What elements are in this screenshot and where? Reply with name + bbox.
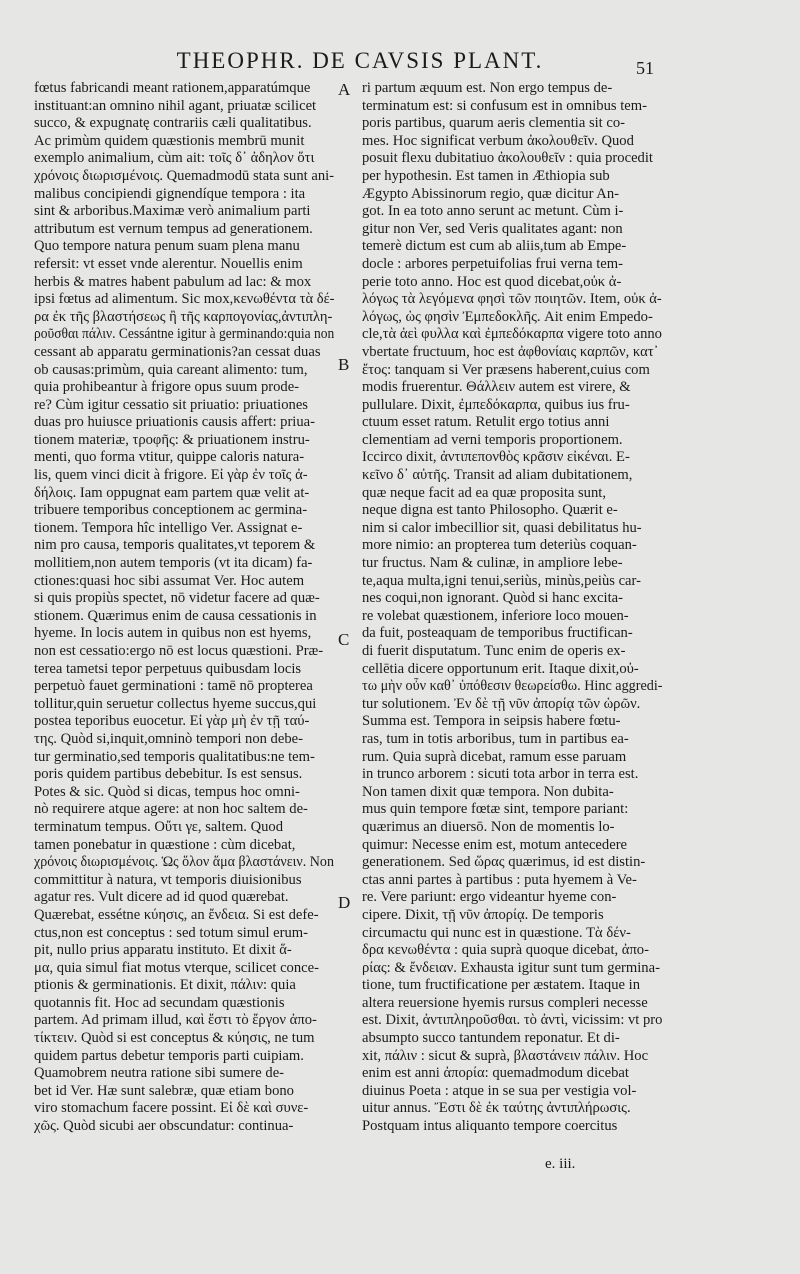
left-column-line: tionem materiæ, τροφῆς: & priuationem instru-: [34, 431, 310, 448]
left-column-line: menti, quo forma vtitur, quippe caloris natura-: [34, 449, 305, 466]
left-column-line: poris quidem partibus debebitur. Is est sensus.: [34, 766, 303, 783]
right-column-line: te,aqua multa,igni tenui,seriùs, minùs,peiùs car-: [362, 572, 641, 589]
left-column-line: nim pro causa, temporis qualitates,vt teporem &: [34, 537, 316, 554]
left-column-line: μα, quia simul fiat motus vterque, scilicet conce-: [34, 959, 319, 976]
left-column-line: attributum est vernum tempus ad generationem.: [34, 220, 313, 237]
left-column-line: tamen ponebatur in quæstione : cùm dicebat,: [34, 836, 296, 853]
right-column-line: rum. Quia suprà dicebat, ramum esse paruam: [362, 748, 627, 765]
left-column-line: tur germinatio,sed temporis qualitatibus:ne tem-: [34, 748, 315, 765]
left-column-line: lis, quem vinci dicit à frigore. Εἰ γὰρ ἐν τοῖς ἀ-: [34, 467, 308, 484]
left-column-line: χρόνοις διωρισμένοις. Ὡς ὅλον ἅμα βλαστάνειν. Non: [34, 854, 334, 871]
left-column-line: ctus,non est conceptus : sed totum simul erum-: [34, 924, 308, 941]
left-column-line: pit, nullo prius apparatu instituto. Et dixit ἅ-: [34, 942, 292, 959]
margin-letter-c: C: [338, 630, 350, 649]
right-column-line: κεῖνο δ᾽ αὐτῆς. Transit ad aliam dubitationem,: [362, 467, 633, 484]
right-column-line: pullulare. Dixit, ἐμπεδόκαρπα, quibus ius fru-: [362, 396, 630, 413]
left-column-line: τίκτειν. Quòd si est conceptus & κύησις, ne tum: [34, 1030, 315, 1047]
right-column-line: cle,τὰ ἀεὶ φυλλα καὶ ἐμπεδόκαρπα vigere toto anno: [362, 326, 662, 343]
right-column-line: tur fructus. Nam & culinæ, in ampliore lebe-: [362, 555, 623, 572]
right-column-line: cellētia dicere opportunum erit. Itaque dixit,οὐ-: [362, 660, 639, 677]
margin-letter-a: A: [338, 80, 351, 99]
right-column-line: da fuit, posteaquam de temporibus fructifican-: [362, 625, 633, 642]
left-column-line: exemplo animalium, cùm ait: τοῖς δ᾽ ἀδηλον ὅτι: [34, 150, 315, 167]
left-column-line: terminatum tempus. Οὔτι γε, saltem. Quod: [34, 818, 284, 835]
right-column-line: Postquam intus aliquanto tempore coercitus: [362, 1118, 618, 1135]
signature-mark: e. iii.: [545, 1156, 576, 1172]
left-column-line: fœtus fabricandi meant rationem,apparatúmque: [34, 80, 311, 96]
left-column-line: partem. Ad primam illud, καὶ ἔστι τὸ ἔργον ἀπο-: [34, 1012, 317, 1029]
right-column-line: Iccirco dixit, ἀντιπεπονθὸς κρᾶσιν εἰκέναι. Ε-: [362, 449, 630, 466]
left-column-line: tionem. Tempora hîc intelligo Ver. Assignat e-: [34, 519, 303, 536]
right-column-line: cipere. Dixit, τῇ νῦν ἀπορίᾳ. De temporis: [362, 906, 604, 923]
right-column-line: re. Vere pariunt: ergo videantur hyeme con-: [362, 889, 617, 906]
left-column-line: quidem partus debetur temporis parti cuipiam.: [34, 1047, 304, 1064]
right-column-line: temerè dictum est cum ab aliis,tum ab Empe-: [362, 238, 627, 255]
left-column-line: tribuere temporibus conceptionem ac germina-: [34, 502, 308, 519]
left-column-line: δήλοις. Iam oppugnat eam partem quæ velit at-: [34, 484, 310, 501]
right-column-line: in trunco arborem : sicuti tota arbor in terra est.: [362, 766, 639, 783]
left-column-line: tollitur,quin seruetur collectus hyeme succus,qui: [34, 695, 317, 712]
left-column-line: refersit: vt esset vnde alerentur. Nouellis enim: [34, 255, 303, 272]
left-column-line: quia prohibeantur à frigore opus suum prode-: [34, 379, 300, 396]
left-column-line: si quis propiùs spectet, nō videtur facere ad quæ-: [34, 590, 320, 607]
left-column-line: succo, & expugnatę contrariis cæli qualitatibus.: [34, 115, 312, 132]
left-column-line: ροῦσθαι πάλιν. Cessántne igitur à germinando:quia non: [34, 326, 335, 343]
right-column-line: absumpto succo tantundem reponatur. Et di-: [362, 1030, 620, 1047]
right-column-line: terminatum est: si confusum est in omnibus tem-: [362, 97, 647, 114]
right-column-line: Summa est. Tempora in seipsis habere fœtu-: [362, 713, 621, 730]
left-column-line: της. Quòd si,inquit,omninò tempori non debe-: [34, 730, 303, 747]
right-column-line: λόγως τὰ λεγόμενα φησὶ τῶν ποιητῶν. Item, οὐκ ἀ-: [362, 291, 662, 308]
right-column-line: mes. Hoc significat verbum ἀκολουθεῖν. Quod: [362, 132, 634, 149]
right-column-line: re volebat quæstionem, inferiore loco mouen-: [362, 607, 629, 624]
right-column-line: perie toto anno. Hoc est quod dicebat,οὐκ ἀ-: [362, 273, 622, 290]
left-column-line: agatur res. Vult dicere ad id quod quærebat.: [34, 889, 289, 906]
right-column-line: λόγως, ὡς φησὶν Ἐμπεδοκλῆς. Ait enim Empedo-: [362, 308, 653, 325]
left-column-line: ρα ἐκ τῆς βλαστήσεως ἢ τῆς καρπογονίας,ἀντιπλη-: [34, 308, 333, 325]
left-column-line: Quamobrem neutra ratione sibi sumere de-: [34, 1065, 285, 1082]
left-column-line: χῶς. Quòd sicubi aer obscundatur: continua-: [34, 1118, 294, 1135]
right-column-line: uitur annus. Ἔστι δὲ ἐκ ταύτης ἀντιπλήρωσις.: [362, 1100, 631, 1117]
right-column-line: di fuerit disputatum. Tunc enim de operis ex-: [362, 643, 626, 659]
right-column-line: tione, tum fructificatione per æstatem. Itaque in: [362, 977, 641, 994]
left-column-line: malibus concipiendi gignendíque tempora : ita: [34, 185, 306, 202]
left-column-line: duas pro huiusce priuationis causis affert: priua-: [34, 414, 315, 431]
left-column-line: bet id Ver. Hæ sunt salebræ, quæ etiam bono: [34, 1082, 294, 1099]
left-column-line: instituant:an omnino nihil agant, priuatæ scilicet: [34, 97, 317, 114]
right-column-line: neque digna est tanto Philosopho. Quærit e-: [362, 502, 618, 519]
right-column-line: enim est anni ἀπορία: quemadmodum dicebat: [362, 1065, 629, 1082]
right-column-line: xit, πάλιν : sicut & suprà, βλαστάνειν πάλιν. Hoc: [362, 1047, 649, 1064]
left-column-line: nò requirere atque agere: at non hoc saltem de-: [34, 801, 308, 818]
left-column-line: Potes & sic. Quòd si dicas, tempus hoc omni-: [34, 783, 300, 800]
left-column-line: committitur à natura, vt temporis diuisionibus: [34, 871, 302, 888]
right-column-line: circumactu qui nunc est in quæstione. Τὰ δέν-: [362, 924, 631, 941]
right-column-line: docle : arbores perpetuifolias frui verna tem-: [362, 255, 623, 272]
left-column-line: viro stomachum facere possint. Εἰ δὲ καὶ συνε-: [34, 1100, 309, 1117]
left-column-line: herbis & matres habent pabulum ad lac: & mox: [34, 273, 312, 290]
right-column-line: ctuum esset ratum. Retulit ergo totius anni: [362, 414, 610, 431]
right-column-line: clementiam ad verni temporis proportionem.: [362, 431, 623, 448]
left-column-line: χρόνοις διωρισμένοις. Quemadmodū stata sunt ani-: [34, 167, 334, 184]
right-column-line: nim si calor imbecillior sit, quasi debilitatus hu-: [362, 519, 642, 536]
right-column-line: diuinus Poeta : atque in se sua per vestigia vol-: [362, 1082, 637, 1099]
left-column-line: Quærebat, essétne κύησις, an ἔνδεια. Si est defe-: [34, 906, 319, 923]
margin-letter-b: B: [338, 355, 350, 374]
right-column-line: mus quin tempore fœtæ sint, tempore pariant:: [362, 801, 629, 818]
running-head: THEOPHR. DE CAVSIS PLANT.: [176, 48, 544, 73]
right-column-line: ras, tum in totis arboribus, tum in partibus ea-: [362, 730, 629, 747]
right-column-line: Ægypto Abissinorum regio, quæ dicitur An-: [362, 185, 620, 202]
right-column-line: ri partum æquum est. Non ergo tempus de-: [362, 80, 613, 96]
left-column-line: quotannis fit. Hoc ad secundam quæstionis: [34, 994, 285, 1011]
left-column-line: cessant ab apparatu germinationis?an cessat duas: [34, 343, 321, 360]
right-column-line: vbertate fructuum, hoc est ἀφθονίαις καρπῶν, κατ᾽: [362, 343, 659, 360]
left-column-line: mollitiem,non autem temporis (vt ita dicam) fa-: [34, 555, 313, 572]
left-column-line: terea tametsi tepor perpetuus quibusdam locis: [34, 660, 302, 677]
left-column-line: perpetuò fauet germinationi : tamē nō propterea: [34, 678, 313, 695]
right-column-line: altera reuersione hyemis rursus compleri necesse: [362, 994, 648, 1011]
right-column-line: more nimio: an propterea tum deteriùs coquan-: [362, 537, 637, 554]
right-column-line: poris partibus, quarum aeris clementia sit co-: [362, 115, 626, 132]
left-text-column: [34, 80, 334, 1136]
right-column-line: ἔτος: tanquam si Ver præsens haberent,cuius com: [362, 361, 650, 378]
right-column-line: per hypothesin. Est tamen in Æthiopia sub: [362, 167, 610, 184]
right-column-line: nes coqui,non ignorant. Quòd si hanc excita-: [362, 590, 623, 607]
right-column-line: δρα κενωθέντα : quia suprà quoque dicebat, ἀπο-: [362, 942, 649, 959]
left-column-line: ptionis & germinationis. Et dixit, πάλιν: quia: [34, 977, 296, 994]
left-column-line: Quo tempore natura penum suam plena manu: [34, 238, 300, 255]
right-column-line: modis fruerentur. Θάλλειν autem est virere, &: [362, 379, 631, 396]
page-number: 51: [636, 58, 654, 78]
left-column-line: sint & arboribus.Maximæ verò animalium parti: [34, 203, 311, 220]
right-column-line: est. Dixit, ἀντιπληροῦσθαι. τὸ ἀντὶ, vicissim: vt pro: [362, 1012, 663, 1029]
right-column-line: generationem. Sed ὥρας quærimus, id est distin-: [362, 854, 646, 871]
left-column-line: Ac primùm quidem quæstionis membrū munit: [34, 132, 305, 149]
left-column-line: ob causas:primùm, quia careant alimento: tum,: [34, 361, 308, 378]
right-column-line: τω μὴν οὖν καθ᾽ ὑπόθεσιν θεωρείσθω. Hinc aggredi-: [362, 678, 663, 695]
right-column-line: tur solutionem. Ἐν δὲ τῇ νῦν ἀπορίᾳ τῶν ὡρῶν.: [362, 695, 641, 712]
right-text-column: [362, 80, 662, 1136]
margin-letter-d: D: [338, 893, 351, 912]
left-column-line: re? Cùm igitur cessatio sit priuatio: priuationes: [34, 396, 308, 413]
right-column-line: got. In ea toto anno serunt ac metunt. Cùm i-: [362, 203, 624, 220]
right-column-line: quimur: Necesse enim est, motum antecedere: [362, 836, 628, 853]
left-column-line: ipsi fœtus ad alimentum. Sic mox,κενωθέντα τὰ δέ-: [34, 291, 335, 308]
left-column-line: stionem. Quærimus enim de causa cessationis in: [34, 607, 317, 624]
right-column-line: posuit flexu dubitatiuo ἀκολουθεῖν : quia procedit: [362, 150, 653, 167]
left-column-line: hyeme. In locis autem in quibus non est hyems,: [34, 625, 312, 642]
right-column-line: quæ neque facit ad ea quæ proposita sunt,: [362, 484, 606, 501]
right-column-line: gitur non Ver, sed Veris qualitates agant: non: [362, 220, 623, 237]
right-column-line: Non tamen dixit quæ tempora. Non dubita-: [362, 783, 614, 800]
left-column-line: non est cessatio:ergo nō est locus quæstioni. Præ-: [34, 643, 324, 659]
right-column-line: ρίας: & ἔνδειαν. Exhausta igitur sunt tum germina-: [362, 959, 660, 976]
right-column-line: quærimus an diuersō. Non de momentis lo-: [362, 818, 615, 835]
left-column-line: postea teporibus euocetur. Εἰ γὰρ μὴ ἐν τῇ ταύ-: [34, 713, 310, 730]
left-column-line: ctiones:quasi hoc sibi assumat Ver. Hoc autem: [34, 572, 305, 589]
right-column-line: ctas anni partes à partibus : puta hyemem à Ve-: [362, 871, 637, 888]
